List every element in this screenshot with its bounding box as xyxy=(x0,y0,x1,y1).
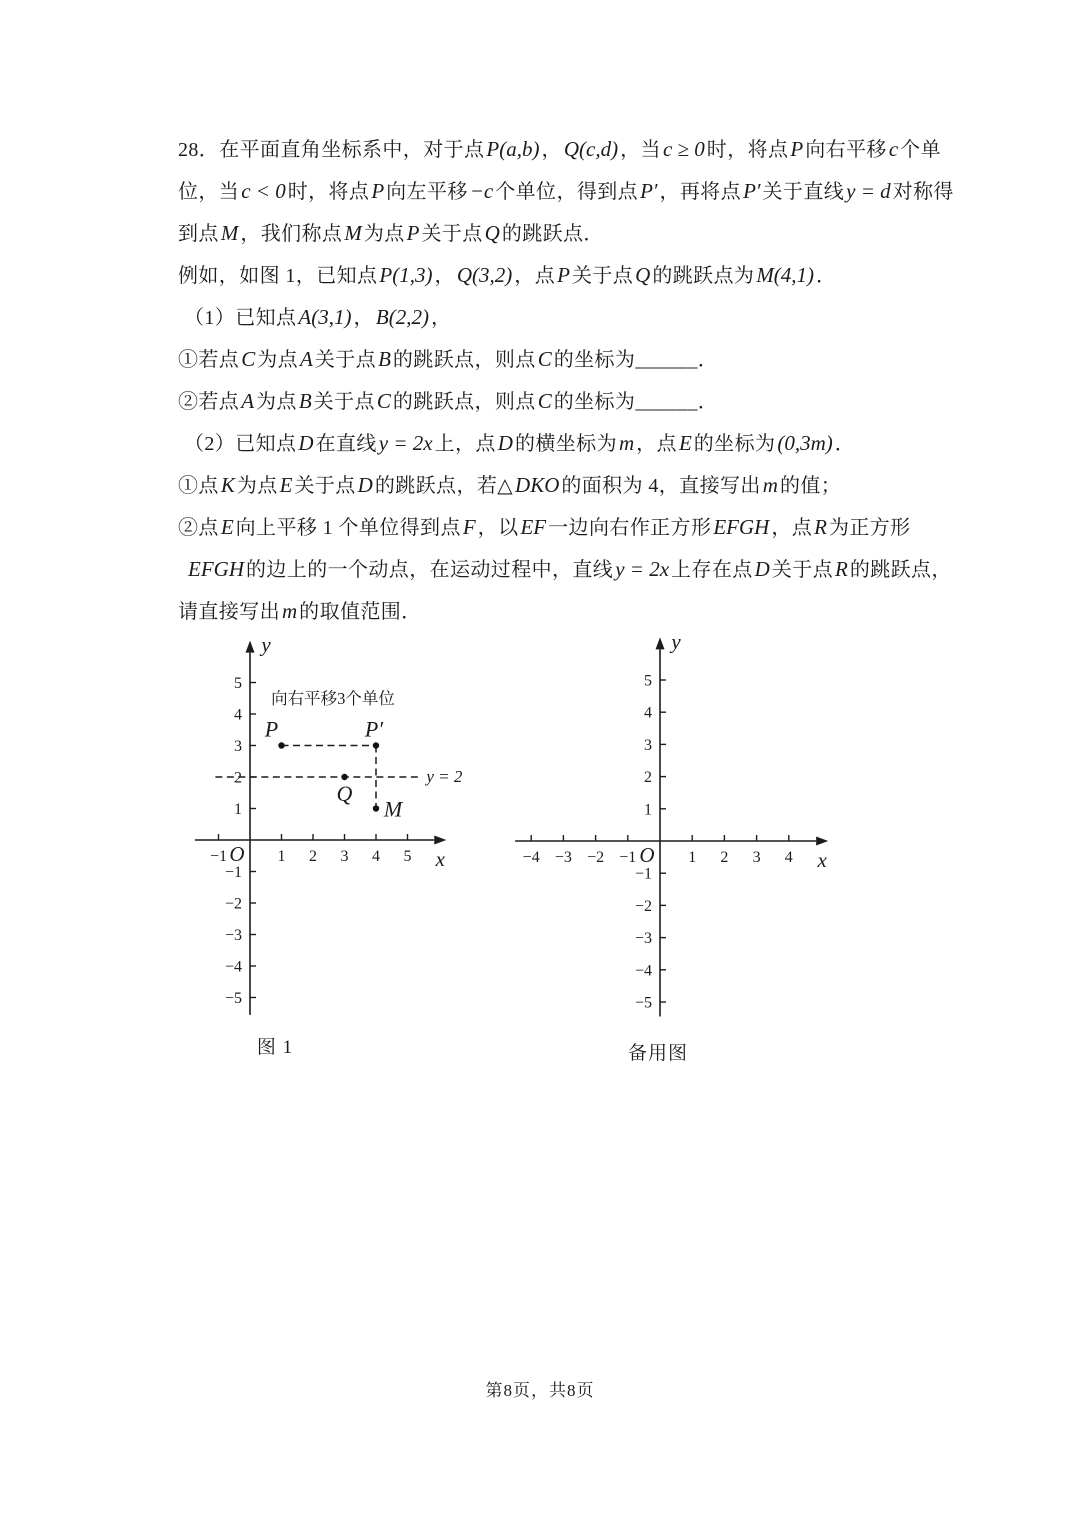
text-segment: ①点 xyxy=(178,475,219,497)
text-segment: 上，点 xyxy=(434,433,496,455)
text-segment: 例如，如图 1，已知点 xyxy=(178,265,378,287)
math-segment: C xyxy=(537,389,552,413)
math-segment: m xyxy=(618,431,635,455)
figure2-caption: 备用图 xyxy=(627,1043,688,1064)
y-tick-label: −1 xyxy=(634,865,652,883)
math-segment: C xyxy=(376,389,391,413)
text-segment: ，我们称点 xyxy=(240,223,343,245)
text-segment: 的跳跃点， xyxy=(849,559,952,581)
math-segment: C xyxy=(537,347,552,371)
math-segment: P(1,3) xyxy=(379,263,433,287)
text-segment: 的跳跃点，若 xyxy=(374,475,498,497)
problem-line xyxy=(178,128,941,170)
math-segment: EF xyxy=(520,515,547,539)
math-segment: c < 0 xyxy=(241,179,286,203)
y-tick-label: 1 xyxy=(234,801,242,818)
problem-line xyxy=(178,464,926,506)
x-axis-arrow xyxy=(434,836,446,845)
text-segment: 向左平移 xyxy=(386,181,468,203)
math-segment: P′ xyxy=(743,179,761,203)
origin-label: O xyxy=(229,842,245,866)
math-segment: P(a,b) xyxy=(486,137,540,161)
x-tick-label: 5 xyxy=(403,848,412,865)
point-label: Q xyxy=(336,781,353,806)
problem-text xyxy=(178,128,954,632)
line-equation-label: y = 2 xyxy=(426,767,463,786)
x-tick-label: −3 xyxy=(554,849,572,866)
y-tick-label: 2 xyxy=(644,769,652,787)
text-segment: ，再将点 xyxy=(659,181,742,203)
math-segment: m xyxy=(762,473,778,497)
x-tick-label: 2 xyxy=(309,848,317,865)
text-segment: 时，将点 xyxy=(287,181,370,203)
text-segment: （1）已知点 xyxy=(184,307,297,329)
text-segment: ，点 xyxy=(636,433,677,455)
text-segment: 为点 xyxy=(236,475,278,497)
text-segment: 28．在平面直角坐标系中，对于点 xyxy=(178,139,485,161)
text-segment: 为点 xyxy=(363,223,405,245)
math-segment: y = d xyxy=(846,179,891,203)
text-segment: 到点 xyxy=(178,223,219,245)
y-tick-label: 5 xyxy=(234,675,242,692)
math-segment: D xyxy=(497,431,513,455)
y-tick-label: −2 xyxy=(224,895,242,913)
text-segment: 向上平移 1 个单位得到点 xyxy=(235,517,461,539)
text-segment: 一边向右作正方形 xyxy=(548,517,712,539)
math-segment: Q(c,d) xyxy=(563,137,619,161)
text-segment: 关于点 xyxy=(771,559,833,581)
problem-line xyxy=(178,296,926,338)
text-segment: 关于点 xyxy=(571,265,634,287)
text-segment: 关于点 xyxy=(294,475,356,497)
text-segment: ，以 xyxy=(477,517,519,539)
point-dot xyxy=(341,774,347,780)
text-segment: 关于点 xyxy=(314,349,377,371)
math-segment: C xyxy=(241,347,256,371)
problem-line xyxy=(178,338,926,380)
text-segment: ， xyxy=(434,265,455,287)
text-segment: ②若点 xyxy=(178,391,240,413)
math-segment: Q xyxy=(635,263,651,287)
text-segment: 在直线 xyxy=(315,433,377,455)
math-segment: y = 2x xyxy=(378,431,433,455)
math-segment: EFGH xyxy=(188,557,244,581)
text-segment: 的边上的一个动点，在运动过程中，直线 xyxy=(246,559,614,581)
text-segment: 的值； xyxy=(779,475,842,497)
y-tick-label: −5 xyxy=(224,990,242,1007)
text-segment: △ xyxy=(497,475,514,497)
point-label: M xyxy=(383,796,403,822)
math-segment: E xyxy=(279,473,293,497)
x-tick-label: 4 xyxy=(372,848,380,865)
text-segment: ，当 xyxy=(620,139,661,161)
point-dot xyxy=(373,742,379,748)
y-axis-label: y xyxy=(671,629,681,654)
math-segment: A xyxy=(300,347,313,371)
figure1-coordinate-plot xyxy=(185,632,470,1040)
y-tick-label: −2 xyxy=(634,897,652,915)
x-tick-label: −4 xyxy=(522,849,540,866)
y-tick-label: −3 xyxy=(224,927,242,944)
text-segment: 关于点 xyxy=(421,223,483,245)
text-segment: 的面积为 4，直接写出 xyxy=(561,475,761,497)
problem-line xyxy=(178,212,926,254)
math-segment: P xyxy=(371,179,385,203)
text-segment: 为点 xyxy=(257,349,299,371)
problem-line xyxy=(178,506,926,548)
text-segment: ， xyxy=(353,307,374,329)
translation-annotation: 向右平移3个单位 xyxy=(271,689,395,708)
text-segment: ②点 xyxy=(178,517,219,539)
math-segment: E xyxy=(678,431,692,455)
figure2-coordinate-plot xyxy=(505,629,845,1040)
text-segment: 请直接写出 xyxy=(178,601,280,623)
text-segment: 的坐标为______． xyxy=(553,391,719,413)
math-segment: F xyxy=(462,515,476,539)
math-segment: M xyxy=(344,221,362,245)
text-segment: 的取值范围． xyxy=(299,601,422,623)
math-segment: (0,3m) xyxy=(777,431,833,455)
math-segment: P xyxy=(557,263,570,287)
text-segment: ， xyxy=(430,307,452,329)
math-segment: R xyxy=(814,515,827,539)
x-tick-label: −1 xyxy=(209,848,228,865)
x-tick-label: −1 xyxy=(619,849,637,866)
math-segment: K xyxy=(220,473,235,497)
problem-line xyxy=(178,254,926,296)
math-segment: EFGH xyxy=(713,515,770,539)
x-axis-label: x xyxy=(435,847,445,871)
y-tick-label: −3 xyxy=(634,930,652,948)
text-segment: ， xyxy=(541,139,562,161)
x-axis-arrow xyxy=(816,837,828,846)
point-dot xyxy=(278,742,284,748)
math-segment: A xyxy=(241,389,255,413)
text-segment: 对称得 xyxy=(892,181,954,203)
y-tick-label: −4 xyxy=(224,958,242,976)
y-tick-label: −4 xyxy=(634,962,652,980)
x-tick-label: 1 xyxy=(688,849,697,866)
text-segment: 个单 xyxy=(900,139,941,161)
math-segment: y = 2x xyxy=(615,557,670,581)
y-axis-arrow xyxy=(656,637,665,649)
origin-label: O xyxy=(639,843,655,867)
x-tick-label: 1 xyxy=(277,848,286,865)
text-segment: 的坐标为 xyxy=(693,433,776,455)
math-segment: m xyxy=(282,599,298,623)
math-segment: D xyxy=(754,557,770,581)
point-label: P xyxy=(264,716,279,742)
text-segment: 的跳跃点，则点 xyxy=(392,391,536,413)
text-segment: 上存在点 xyxy=(671,559,753,581)
text-segment: ． xyxy=(816,265,837,287)
problem-line xyxy=(178,170,954,212)
text-segment: 个单位，得到点 xyxy=(495,181,639,203)
math-segment: B xyxy=(378,347,391,371)
text-segment: 的坐标为______． xyxy=(553,349,719,371)
math-segment: P xyxy=(790,137,804,161)
text-segment: 的横坐标为 xyxy=(514,433,617,455)
math-segment: P′ xyxy=(640,179,658,203)
math-segment: A(3,1) xyxy=(298,305,352,329)
math-segment: c ≥ 0 xyxy=(662,137,705,161)
y-tick-label: −5 xyxy=(634,994,652,1012)
y-tick-label: 1 xyxy=(644,801,652,819)
math-segment: Q(3,2) xyxy=(456,263,513,287)
problem-line xyxy=(178,422,926,464)
x-axis-label: x xyxy=(817,848,827,872)
x-tick-label: 4 xyxy=(784,849,793,866)
page-footer: 第8页，共8页 xyxy=(485,1381,595,1400)
text-segment: 的跳跃点． xyxy=(501,223,604,245)
text-segment: 关于直线 xyxy=(762,181,845,203)
text-segment: ． xyxy=(834,433,856,455)
math-segment: B(2,2) xyxy=(375,305,429,329)
math-segment: E xyxy=(220,515,234,539)
text-segment: 向右平移 xyxy=(805,139,887,161)
math-segment: DKO xyxy=(515,473,560,497)
math-segment: c xyxy=(888,137,899,161)
text-segment: 的跳跃点，则点 xyxy=(392,349,536,371)
math-segment: −c xyxy=(469,179,494,203)
math-segment: D xyxy=(357,473,373,497)
math-segment: B xyxy=(298,389,312,413)
point-label: P′ xyxy=(364,716,384,742)
text-segment: ，点 xyxy=(514,265,556,287)
y-axis-label: y xyxy=(261,632,271,657)
y-tick-label: 2 xyxy=(234,769,242,787)
math-segment: P xyxy=(406,221,420,245)
problem-line xyxy=(178,548,952,590)
text-segment: 关于点 xyxy=(313,391,375,413)
text-segment: 时，将点 xyxy=(706,139,789,161)
x-tick-label: 3 xyxy=(340,848,349,865)
x-tick-label: 2 xyxy=(720,849,729,866)
text-segment: （2）已知点 xyxy=(184,433,297,455)
math-segment: M xyxy=(220,221,239,245)
x-tick-label: −2 xyxy=(587,849,605,866)
y-tick-label: 5 xyxy=(644,672,652,690)
figure1-caption: 图 1 xyxy=(256,1037,294,1058)
problem-line xyxy=(178,380,926,422)
math-segment: M(4,1) xyxy=(756,263,815,287)
text-segment: ①若点 xyxy=(178,349,240,371)
text-segment: 为点 xyxy=(256,391,297,413)
point-dot xyxy=(373,805,379,811)
problem-line xyxy=(178,590,926,632)
text-segment: 位，当 xyxy=(178,181,240,203)
math-segment: Q xyxy=(484,221,500,245)
text-segment: 的跳跃点为 xyxy=(652,265,755,287)
text-segment: 为正方形 xyxy=(828,517,911,539)
y-tick-label: 3 xyxy=(644,736,652,754)
y-tick-label: 4 xyxy=(644,704,652,722)
y-axis-arrow xyxy=(246,641,255,653)
y-tick-label: 4 xyxy=(234,706,242,724)
math-segment: D xyxy=(298,431,314,455)
text-segment: ，点 xyxy=(771,517,813,539)
x-tick-label: 3 xyxy=(752,849,761,866)
math-segment: R xyxy=(835,557,848,581)
y-tick-label: −1 xyxy=(224,864,242,881)
y-tick-label: 3 xyxy=(234,738,242,755)
